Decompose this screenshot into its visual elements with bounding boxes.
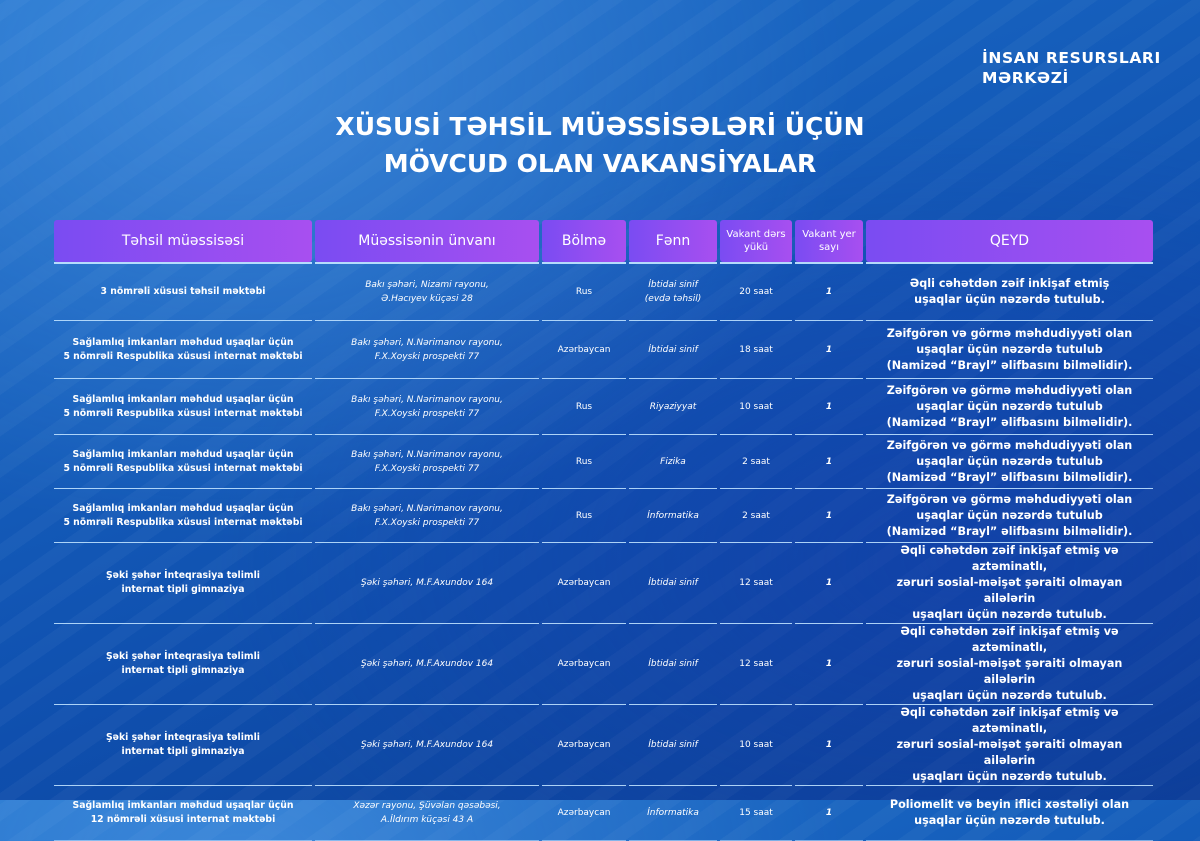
table-row	[54, 262, 1153, 320]
address-cell: Bakı şəhəri, Nizami rayonu, Ə.Hacıyev küçəsi 28	[315, 262, 539, 320]
address-cell: Bakı şəhəri, N.Nərimanov rayonu, F.X.Xoyski prospekti 77	[315, 320, 539, 378]
table-row	[54, 542, 1153, 623]
page-title	[0, 108, 1200, 182]
section-cell: Rus	[542, 434, 626, 488]
title-line-1: XÜSUSİ TƏHSİL MÜƏSSİSƏLƏRİ ÜÇÜN	[335, 112, 865, 141]
note-cell: Zəifgörən və görmə məhdudiyyəti olan uşaqlar üçün nəzərdə tutulub (Namizəd “Brayl” əlifbasını bilməlidir).	[866, 320, 1153, 378]
table-row	[54, 704, 1153, 785]
institution-cell: Şəki şəhər İnteqrasiya təlimli internat tipli gimnaziya	[54, 704, 312, 785]
section-cell: Azərbaycan	[542, 542, 626, 623]
header-note: QEYD	[866, 220, 1153, 262]
table-row	[54, 488, 1153, 542]
subject-cell: Fizika	[629, 434, 717, 488]
vacant-count-cell: 1	[795, 623, 863, 704]
table-header-row	[54, 220, 1153, 262]
subject-cell: İbtidai sinif	[629, 320, 717, 378]
vacant-hours-cell: 10 saat	[720, 704, 792, 785]
vacancies-table	[51, 220, 1156, 841]
note-cell: Poliomelit və beyin iflici xəstəliyi olan uşaqlar üçün nəzərdə tutulub.	[866, 785, 1153, 841]
section-cell: Rus	[542, 488, 626, 542]
brand-line-1: İNSAN RESURSLARI	[982, 49, 1161, 67]
subject-cell: Riyaziyyat	[629, 378, 717, 434]
vacant-hours-cell: 10 saat	[720, 378, 792, 434]
institution-cell: Sağlamlıq imkanları məhdud uşaqlar üçün 12 nömrəli xüsusi internat məktəbi	[54, 785, 312, 841]
vacant-hours-cell: 18 saat	[720, 320, 792, 378]
note-cell: Əqli cəhətdən zəif inkişaf etmiş uşaqlar üçün nəzərdə tutulub.	[866, 262, 1153, 320]
brand-logo	[982, 48, 1161, 88]
table-row	[54, 320, 1153, 378]
header-section: Bölmə	[542, 220, 626, 262]
section-cell: Rus	[542, 262, 626, 320]
header-address: Müəssisənin ünvanı	[315, 220, 539, 262]
header-vacant-hours: Vakant dərs yükü	[720, 220, 792, 262]
vacant-hours-cell: 12 saat	[720, 623, 792, 704]
vacant-count-cell: 1	[795, 434, 863, 488]
institution-cell: Şəki şəhər İnteqrasiya təlimli internat tipli gimnaziya	[54, 542, 312, 623]
note-cell: Zəifgörən və görmə məhdudiyyəti olan uşaqlar üçün nəzərdə tutulub (Namizəd “Brayl” əlifbasını bilməlidir).	[866, 488, 1153, 542]
address-cell: Şəki şəhəri, M.F.Axundov 164	[315, 623, 539, 704]
section-cell: Azərbaycan	[542, 623, 626, 704]
title-line-2: MÖVCUD OLAN VAKANSİYALAR	[383, 149, 817, 178]
header-vacant-count: Vakant yer sayı	[795, 220, 863, 262]
subject-cell: İnformatika	[629, 488, 717, 542]
note-cell: Əqli cəhətdən zəif inkişaf etmiş və aztəminatlı, zəruri sosial-məişət şəraiti olmayan ailələrin uşaqları üçün nəzərdə tutulub.	[866, 623, 1153, 704]
note-cell: Əqli cəhətdən zəif inkişaf etmiş və aztəminatlı, zəruri sosial-məişət şəraiti olmayan ailələrin uşaqları üçün nəzərdə tutulub.	[866, 542, 1153, 623]
note-cell: Zəifgörən və görmə məhdudiyyəti olan uşaqlar üçün nəzərdə tutulub (Namizəd “Brayl” əlifbasını bilməlidir).	[866, 378, 1153, 434]
vacant-count-cell: 1	[795, 320, 863, 378]
vacant-hours-cell: 2 saat	[720, 434, 792, 488]
vacant-count-cell: 1	[795, 262, 863, 320]
vacant-hours-cell: 12 saat	[720, 542, 792, 623]
vacant-hours-cell: 15 saat	[720, 785, 792, 841]
vacant-count-cell: 1	[795, 704, 863, 785]
institution-cell: 3 nömrəli xüsusi təhsil məktəbi	[54, 262, 312, 320]
section-cell: Azərbaycan	[542, 704, 626, 785]
table-row	[54, 434, 1153, 488]
address-cell: Şəki şəhəri, M.F.Axundov 164	[315, 704, 539, 785]
header-subject: Fənn	[629, 220, 717, 262]
table-row	[54, 378, 1153, 434]
institution-cell: Sağlamlıq imkanları məhdud uşaqlar üçün 5 nömrəli Respublika xüsusi internat məktəbi	[54, 320, 312, 378]
institution-cell: Sağlamlıq imkanları məhdud uşaqlar üçün 5 nömrəli Respublika xüsusi internat məktəbi	[54, 378, 312, 434]
address-cell: Bakı şəhəri, N.Nərimanov rayonu, F.X.Xoyski prospekti 77	[315, 434, 539, 488]
address-cell: Şəki şəhəri, M.F.Axundov 164	[315, 542, 539, 623]
vacant-count-cell: 1	[795, 785, 863, 841]
section-cell: Azərbaycan	[542, 785, 626, 841]
address-cell: Bakı şəhəri, N.Nərimanov rayonu, F.X.Xoyski prospekti 77	[315, 488, 539, 542]
table-row	[54, 785, 1153, 841]
subject-cell: İbtidai sinif (evdə təhsil)	[629, 262, 717, 320]
section-cell: Rus	[542, 378, 626, 434]
address-cell: Xəzər rayonu, Şüvəlan qəsəbəsi, A.İldırım küçəsi 43 A	[315, 785, 539, 841]
institution-cell: Sağlamlıq imkanları məhdud uşaqlar üçün 5 nömrəli Respublika xüsusi internat məktəbi	[54, 488, 312, 542]
subject-cell: İbtidai sinif	[629, 542, 717, 623]
note-cell: Zəifgörən və görmə məhdudiyyəti olan uşaqlar üçün nəzərdə tutulub (Namizəd “Brayl” əlifbasını bilməlidir).	[866, 434, 1153, 488]
table-row	[54, 623, 1153, 704]
subject-cell: İbtidai sinif	[629, 704, 717, 785]
section-cell: Azərbaycan	[542, 320, 626, 378]
vacant-count-cell: 1	[795, 488, 863, 542]
note-cell: Əqli cəhətdən zəif inkişaf etmiş və aztəminatlı, zəruri sosial-məişət şəraiti olmayan ailələrin uşaqları üçün nəzərdə tutulub.	[866, 704, 1153, 785]
brand-line-2: MƏRKƏZİ	[982, 69, 1069, 87]
vacant-hours-cell: 20 saat	[720, 262, 792, 320]
subject-cell: İnformatika	[629, 785, 717, 841]
vacant-count-cell: 1	[795, 378, 863, 434]
vacant-count-cell: 1	[795, 542, 863, 623]
header-institution: Təhsil müəssisəsi	[54, 220, 312, 262]
address-cell: Bakı şəhəri, N.Nərimanov rayonu, F.X.Xoyski prospekti 77	[315, 378, 539, 434]
institution-cell: Şəki şəhər İnteqrasiya təlimli internat tipli gimnaziya	[54, 623, 312, 704]
institution-cell: Sağlamlıq imkanları məhdud uşaqlar üçün 5 nömrəli Respublika xüsusi internat məktəbi	[54, 434, 312, 488]
vacant-hours-cell: 2 saat	[720, 488, 792, 542]
subject-cell: İbtidai sinif	[629, 623, 717, 704]
